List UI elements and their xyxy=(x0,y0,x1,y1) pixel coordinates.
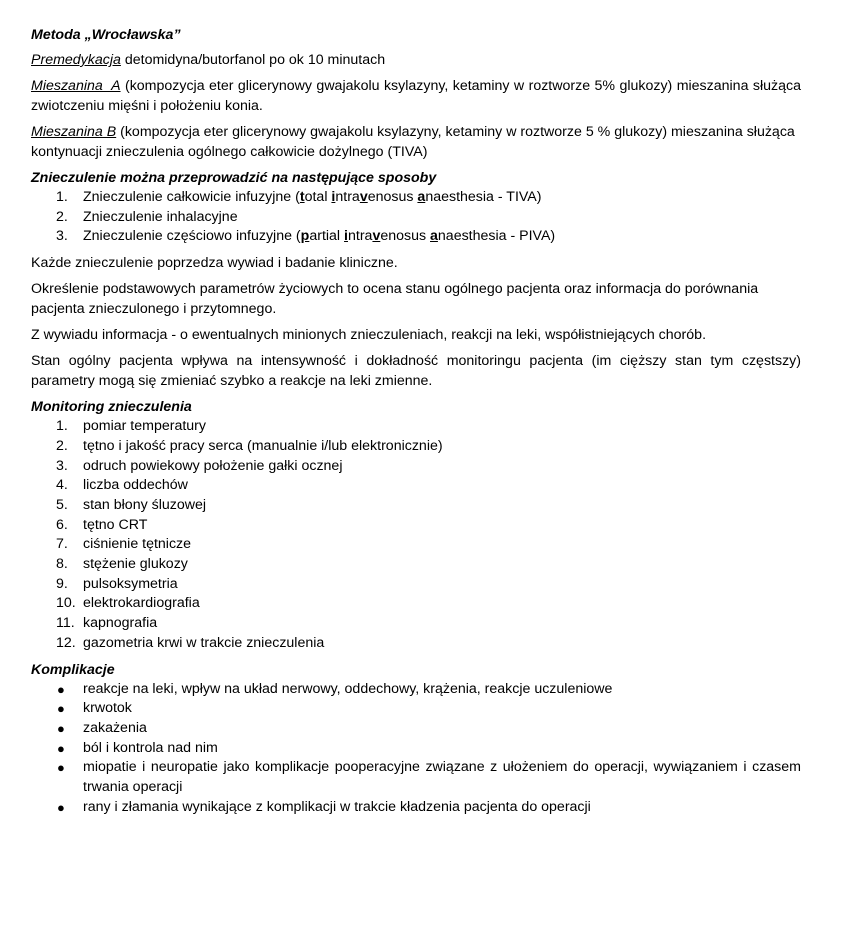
ways-item xyxy=(31,208,801,228)
ways-item xyxy=(31,188,801,208)
monitoring-item xyxy=(31,614,801,634)
bullet-icon: ● xyxy=(57,740,65,756)
list-number: 3. xyxy=(56,228,68,245)
premedication-paragraph xyxy=(31,50,801,70)
premedication-label: Premedykacja xyxy=(31,52,121,68)
acronym-letter: i xyxy=(331,189,336,205)
paragraph-interview: Z wywiadu informacja - o ewentualnych minionych znieczuleniach, reakcji na leki, współistniejących chorób. xyxy=(31,327,707,344)
acronym-letter: p xyxy=(300,228,310,245)
list-number: 5. xyxy=(56,496,68,513)
item-text: ból i kontrola nad nim xyxy=(83,739,218,756)
item-text: rany i złamania wynikające z komplikacji w trakcie kładzenia pacjenta do operacji xyxy=(83,798,591,815)
item-text: odruch powiekowy położenie gałki ocznej xyxy=(83,457,343,474)
list-number: 8. xyxy=(56,556,68,573)
complication-item xyxy=(31,680,801,700)
monitoring-item xyxy=(31,516,801,536)
paragraph-history: Każde znieczulenie poprzedza wywiad i badanie kliniczne. xyxy=(31,255,398,272)
item-text: elektrokardiografia xyxy=(83,595,200,612)
monitoring-item xyxy=(31,476,801,496)
item-text: miopatie i neuropatie jako komplikacje pooperacyjne związane z ułożeniem do operacji, wywiązaniem i czasem trwania operacji xyxy=(83,759,801,796)
text: ntra xyxy=(347,228,373,245)
acronym-letter: a xyxy=(430,228,438,245)
ways-heading: Znieczulenie można przeprowadzić na następujące sposoby xyxy=(31,170,437,186)
item-text: tętno i jakość pracy serca (manualnie i/lub elektronicznie) xyxy=(83,437,443,454)
item-text: pulsoksymetria xyxy=(83,575,178,592)
acronym-letter: a xyxy=(417,189,426,205)
monitoring-heading: Monitoring znieczulenia xyxy=(31,399,192,416)
mix-b-label: Mieszanina B xyxy=(31,124,117,140)
ways-item xyxy=(31,227,801,247)
text: enosus xyxy=(367,189,418,205)
acronym-letter: v xyxy=(359,189,368,205)
monitoring-item xyxy=(31,417,801,437)
item-text: stężenie glukozy xyxy=(83,556,188,573)
complication-item xyxy=(31,758,801,797)
bullet-icon: ● xyxy=(57,701,65,717)
monitoring-item xyxy=(31,555,801,575)
item-text: stan błony śluzowej xyxy=(83,496,207,513)
list-number: 7. xyxy=(56,536,68,553)
complications-heading: Komplikacje xyxy=(31,661,115,678)
list-number: 4. xyxy=(56,477,68,494)
list-number: 1. xyxy=(56,418,68,435)
item-text: ciśnienie tętnicze xyxy=(83,536,192,553)
text: Znieczulenie całkowicie infuzyjne ( xyxy=(83,189,300,205)
acronym-letter: t xyxy=(299,189,305,205)
ways-list xyxy=(31,188,801,247)
bullet-icon: ● xyxy=(57,720,65,736)
text: ntra xyxy=(335,189,360,205)
list-number: 1. xyxy=(56,189,68,205)
document-title: Metoda „Wrocławska” xyxy=(31,27,181,43)
list-number: 9. xyxy=(56,575,68,592)
mix-a-text: (kompozycja eter glicerynowy gwajakolu ksylazyny, ketaminy w roztworze 5% glukozy) mieszanina służąca zwiotczeniu mięśni i położeniu konia. xyxy=(31,78,801,114)
text: artial xyxy=(309,228,345,245)
text: naesthesia - TIVA) xyxy=(425,189,542,205)
item-text: kapnografia xyxy=(83,615,158,632)
mix-a-paragraph xyxy=(31,76,801,116)
item-text: gazometria krwi w trakcie znieczulenia xyxy=(83,634,325,651)
bullet-icon: ● xyxy=(57,681,65,697)
mix-a-label: Mieszanina A xyxy=(31,78,121,94)
item-text: liczba oddechów xyxy=(83,477,188,494)
list-number: 2. xyxy=(56,437,68,454)
complication-item xyxy=(31,719,801,739)
mix-b-text: (kompozycja eter glicerynowy gwajakolu ksylazyny, ketaminy w roztworze 5 % glukozy) mieszanina służąca kontynuacji znieczulenia ogólnego całkowicie dożylnego (TIVA) xyxy=(31,124,795,160)
text: enosus xyxy=(380,228,431,245)
monitoring-item xyxy=(31,457,801,477)
text: Znieczulenie częściowo infuzyjne ( xyxy=(83,228,301,245)
acronym-letter: i xyxy=(344,228,348,245)
premedication-text: detomidyna/butorfanol po ok 10 minutach xyxy=(120,52,386,68)
monitoring-item xyxy=(31,594,801,614)
complications-list xyxy=(31,680,801,818)
monitoring-item xyxy=(31,437,801,457)
monitoring-item xyxy=(31,496,801,516)
bullet-icon: ● xyxy=(57,760,65,776)
item-text: zakażenia xyxy=(83,719,147,736)
acronym-letter: v xyxy=(372,228,381,245)
monitoring-list xyxy=(31,417,801,653)
item-text: krwotok xyxy=(83,700,132,717)
monitoring-item xyxy=(31,575,801,595)
item-text: reakcje na leki, wpływ na układ nerwowy, oddechowy, krążenia, reakcje uczuleniowe xyxy=(83,680,613,697)
monitoring-item xyxy=(31,634,801,654)
text: otal xyxy=(304,189,332,205)
text: naesthesia - PIVA) xyxy=(437,228,556,245)
complication-item xyxy=(31,699,801,719)
mix-b-paragraph xyxy=(31,122,801,162)
complication-item xyxy=(31,798,801,818)
list-number: 10. xyxy=(56,595,76,612)
item-text: pomiar temperatury xyxy=(83,418,207,435)
list-number: 6. xyxy=(56,516,68,533)
complication-item xyxy=(31,739,801,759)
text: Znieczulenie inhalacyjne xyxy=(83,208,238,225)
list-number: 12. xyxy=(56,634,76,651)
item-text: tętno CRT xyxy=(83,516,148,533)
monitoring-item xyxy=(31,535,801,555)
paragraph-general-state: Stan ogólny pacjenta wpływa na intensywność i dokładność monitoringu pacjenta (im cięższy stan tym częstszy) parametry mogą się zmieniać szybko a reakcje na leki zmienne. xyxy=(31,353,801,390)
paragraph-vital-params: Określenie podstawowych parametrów życiowych to ocena stanu ogólnego pacjenta oraz informacja do porównania pacjenta znieczulonego i przytomnego. xyxy=(31,281,759,318)
list-number: 11. xyxy=(56,615,75,632)
list-number: 2. xyxy=(56,208,68,225)
list-number: 3. xyxy=(56,457,68,474)
bullet-icon: ● xyxy=(57,799,65,815)
